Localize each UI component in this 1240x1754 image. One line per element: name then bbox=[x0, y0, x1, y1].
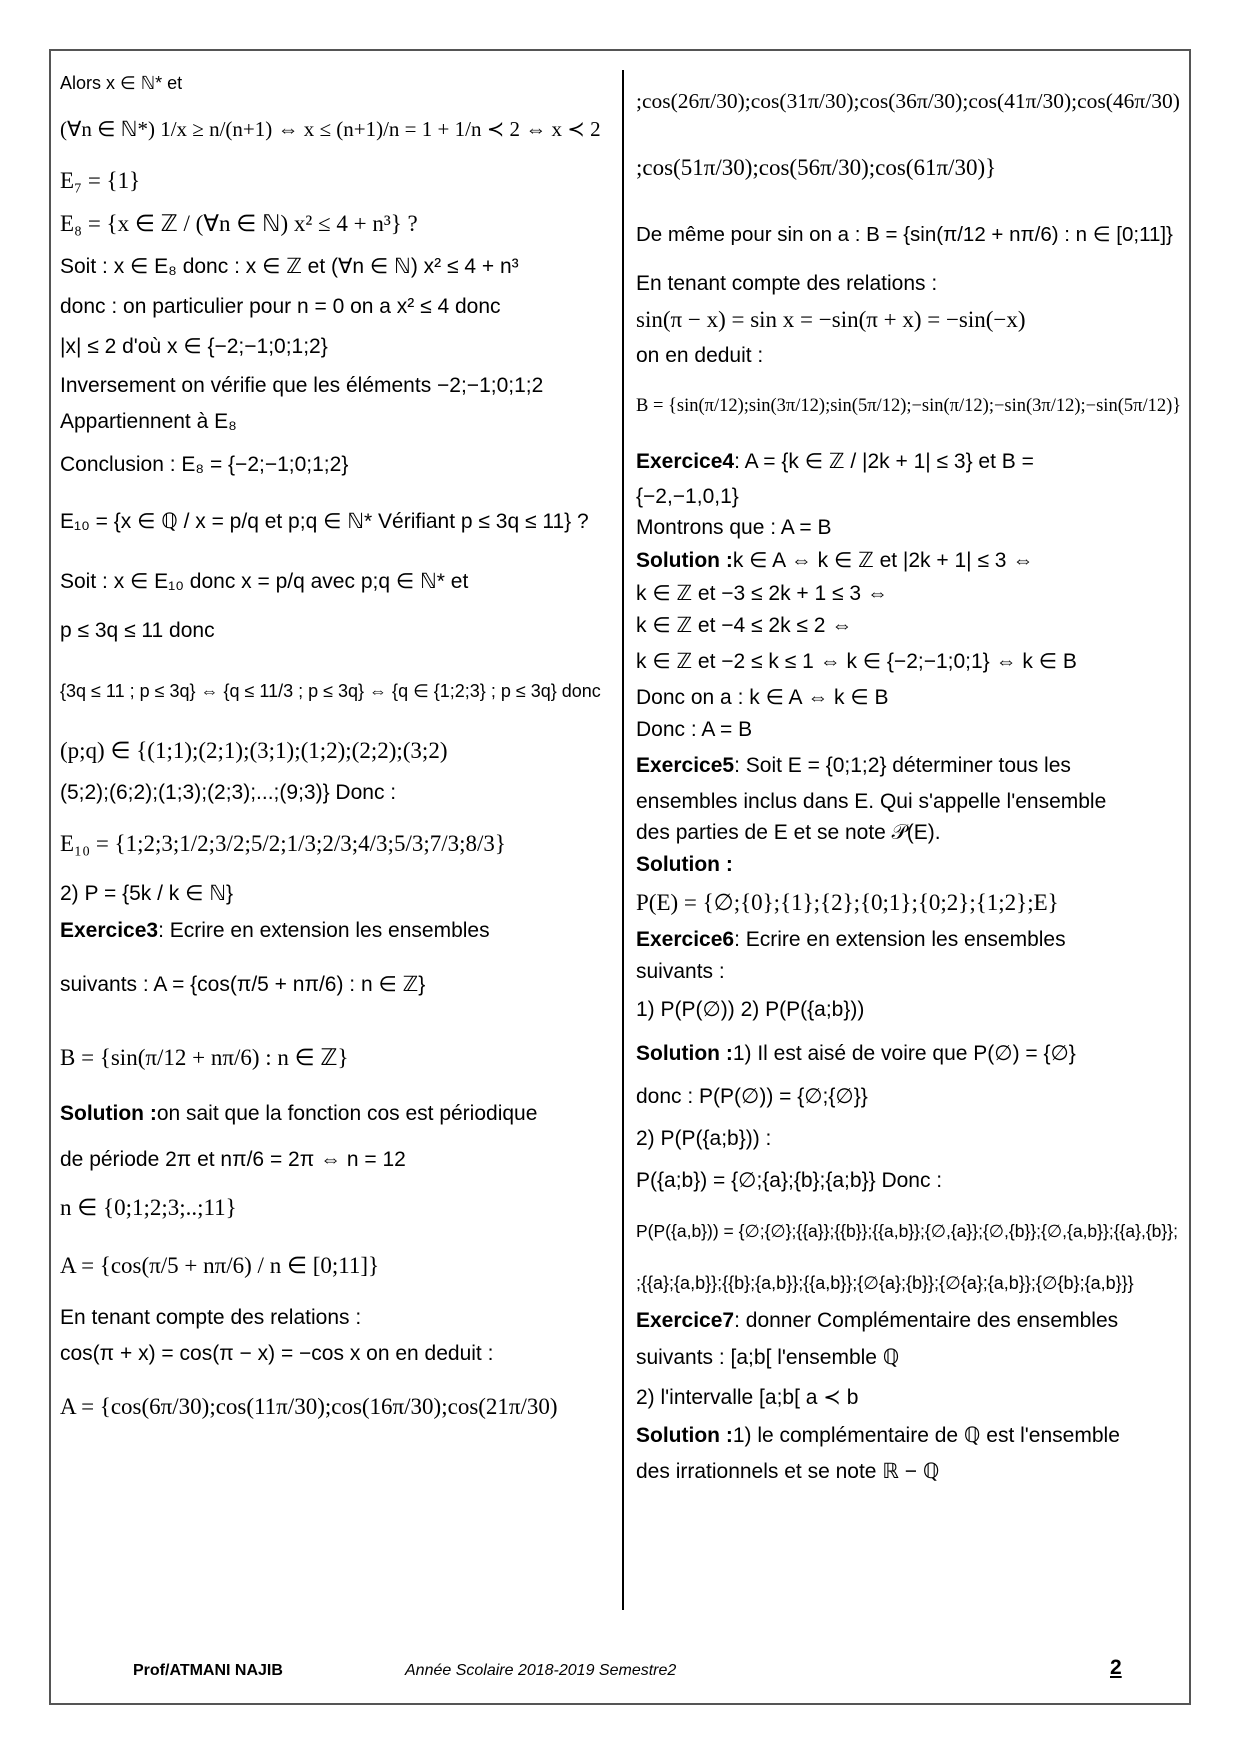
column-divider bbox=[622, 70, 624, 1610]
line-text: : Ecrire en extension les ensembles bbox=[734, 927, 1066, 951]
right-line: des irrationnels et se note ℝ − ℚ bbox=[636, 1459, 940, 1483]
heading-label: Exercice4 bbox=[636, 449, 735, 473]
left-line bbox=[60, 1094, 610, 1134]
left-line: E₇ = {1} bbox=[60, 167, 141, 193]
line-text: : donner Complémentaire des ensembles bbox=[734, 1308, 1119, 1332]
right-line: P(P({a,b})) = {∅;{∅};{{a}};{{b}};{{a,b}};{∅,{a}};{∅,{b}};{∅,{a,b}};{{a},{b}}; bbox=[636, 1221, 1178, 1242]
left-line: cos(π + x) = cos(π − x) = −cos x on en deduit : bbox=[60, 1341, 494, 1365]
left-line: (∀n ∈ ℕ*) 1/x ≥ n/(n+1) ⇔ x ≤ (n+1)/n = 1 + 1/n ≺ 2 ⇔ x ≺ 2 bbox=[60, 116, 601, 141]
left-line: donc : on particulier pour n = 0 on a x² ≤ 4 donc bbox=[60, 294, 501, 318]
right-line bbox=[636, 1418, 1181, 1454]
heading-label: Exercice6 bbox=[636, 927, 735, 951]
right-line: Donc : A = B bbox=[636, 717, 753, 741]
footer-school-year: Année Scolaire 2018-2019 Semestre2 bbox=[405, 1662, 677, 1679]
right-line: De même pour sin on a : B = {sin(π/12 + nπ/6) : n ∈ [0;11]} bbox=[636, 223, 1173, 247]
line-text: 1) le complémentaire de ℚ est l'ensemble bbox=[732, 1423, 1120, 1447]
heading-label: Solution : bbox=[636, 852, 733, 876]
right-column bbox=[636, 68, 1181, 1490]
page-number: 2 bbox=[1110, 1656, 1122, 1679]
line-text: on sait que la fonction cos est périodique bbox=[156, 1101, 538, 1125]
left-line bbox=[60, 914, 610, 948]
right-line: ;cos(51π/30);cos(56π/30);cos(61π/30)} bbox=[636, 154, 997, 180]
left-column bbox=[60, 68, 610, 1440]
right-line: 2) l'intervalle [a;b[ a ≺ b bbox=[636, 1385, 859, 1409]
heading-label: Exercice3 bbox=[60, 918, 159, 942]
left-line: p ≤ 3q ≤ 11 donc bbox=[60, 618, 215, 642]
right-line: 1) P(P(∅)) 2) P(P({a;b})) bbox=[636, 997, 865, 1021]
heading-label: Solution : bbox=[636, 548, 733, 572]
right-line: P(E) = {∅;{0};{1};{2};{0;1};{0;2};{1;2};E} bbox=[636, 889, 1059, 915]
right-line bbox=[636, 1304, 1181, 1338]
right-line bbox=[636, 848, 1181, 882]
right-line: k ∈ ℤ et −4 ≤ 2k ≤ 2 ⇔ bbox=[636, 613, 853, 637]
right-line: 2) P(P({a;b})) : bbox=[636, 1126, 772, 1150]
right-line: ensembles inclus dans E. Qui s'appelle l'ensemble bbox=[636, 789, 1107, 813]
left-line: A = {cos(6π/30);cos(11π/30);cos(16π/30);cos(21π/30) bbox=[60, 1393, 558, 1419]
right-line bbox=[636, 442, 1181, 482]
right-line: Montrons que : A = B bbox=[636, 515, 832, 539]
right-line: {−2,−1,0,1} bbox=[636, 484, 739, 508]
heading-label: Exercice5 bbox=[636, 753, 735, 777]
right-line: k ∈ ℤ et −2 ≤ k ≤ 1 ⇔ k ∈ {−2;−1;0;1} ⇔ k ∈ B bbox=[636, 649, 1077, 673]
left-line: (p;q) ∈ {(1;1);(2;1);(3;1);(1;2);(2;2);(3;2) bbox=[60, 737, 448, 763]
left-line: n ∈ {0;1;2;3;..;11} bbox=[60, 1194, 237, 1220]
line-text: k ∈ A ⇔ k ∈ ℤ et |2k + 1| ≤ 3 ⇔ bbox=[732, 548, 1034, 572]
footer-author: Prof/ATMANI NAJIB bbox=[133, 1662, 283, 1679]
left-line: 2) P = {5k / k ∈ ℕ} bbox=[60, 881, 234, 905]
left-line: |x| ≤ 2 d'où x ∈ {−2;−1;0;1;2} bbox=[60, 334, 328, 358]
right-line: k ∈ ℤ et −3 ≤ 2k + 1 ≤ 3 ⇔ bbox=[636, 581, 888, 605]
right-line: sin(π − x) = sin x = −sin(π + x) = −sin(−x) bbox=[636, 306, 1026, 332]
right-line: En tenant compte des relations : bbox=[636, 271, 938, 295]
heading-label: Solution : bbox=[636, 1423, 733, 1447]
line-text: : Ecrire en extension les ensembles bbox=[158, 918, 490, 942]
right-line: donc : P(P(∅)) = {∅;{∅}} bbox=[636, 1084, 868, 1108]
left-line: Soit : x ∈ E₁₀ donc x = p/q avec p;q ∈ ℕ* et bbox=[60, 569, 469, 593]
heading-label: Solution : bbox=[636, 1041, 733, 1065]
left-line: B = {sin(π/12 + nπ/6) : n ∈ ℤ} bbox=[60, 1044, 349, 1070]
left-line: En tenant compte des relations : bbox=[60, 1305, 362, 1329]
right-line bbox=[636, 746, 1181, 786]
right-line: ;{{a};{a,b}};{{b};{a,b}};{{a,b}};{∅{a};{b}};{∅{a};{a,b}};{∅{b};{a,b}}} bbox=[636, 1272, 1134, 1293]
left-line: suivants : A = {cos(π/5 + nπ/6) : n ∈ ℤ} bbox=[60, 972, 426, 996]
right-line: P({a;b}) = {∅;{a};{b};{a;b}} Donc : bbox=[636, 1168, 943, 1192]
heading-label: Solution : bbox=[60, 1101, 157, 1125]
right-line: des parties de E et se note 𝒫(E). bbox=[636, 820, 941, 844]
right-line: B = {sin(π/12);sin(3π/12);sin(5π/12);−sin(π/12);−sin(3π/12);−sin(5π/12)} bbox=[636, 396, 1182, 417]
line-text: 1) Il est aisé de voire que P(∅) = {∅} bbox=[732, 1041, 1076, 1065]
left-line: {3q ≤ 11 ; p ≤ 3q} ⇔ {q ≤ 11/3 ; p ≤ 3q} ⇔ {q ∈ {1;2;3} ; p ≤ 3q} donc bbox=[60, 680, 601, 701]
right-line: suivants : bbox=[636, 959, 725, 983]
right-line: Donc on a : k ∈ A ⇔ k ∈ B bbox=[636, 685, 889, 709]
left-line: E₁₀ = {x ∈ ℚ / x = p/q et p;q ∈ ℕ* Vérifiant p ≤ 3q ≤ 11} ? bbox=[60, 509, 589, 533]
right-line bbox=[636, 1032, 1181, 1076]
left-line: Inversement on vérifie que les éléments −2;−1;0;1;2 bbox=[60, 373, 544, 397]
left-line: de période 2π et nπ/6 = 2π ⇔ n = 12 bbox=[60, 1147, 406, 1171]
left-line: Soit : x ∈ E₈ donc : x ∈ ℤ et (∀n ∈ ℕ) x² ≤ 4 + n³ bbox=[60, 254, 519, 278]
left-line: E₈ = {x ∈ ℤ / (∀n ∈ ℕ) x² ≤ 4 + n³} ? bbox=[60, 210, 418, 236]
right-line: ;cos(26π/30);cos(31π/30);cos(36π/30);cos(41π/30);cos(46π/30) bbox=[636, 88, 1180, 113]
line-text: : Soit E = {0;1;2} déterminer tous les bbox=[734, 753, 1071, 777]
left-line: Conclusion : E₈ = {−2;−1;0;1;2} bbox=[60, 452, 349, 476]
left-line: E₁₀ = {1;2;3;1/2;3/2;5/2;1/3;2/3;4/3;5/3;7/3;8/3} bbox=[60, 830, 506, 856]
right-line bbox=[636, 924, 1181, 956]
left-line: Alors x ∈ ℕ* et bbox=[60, 72, 183, 93]
left-line: Appartiennent à E₈ bbox=[60, 409, 237, 433]
line-text: : A = {k ∈ ℤ / |2k + 1| ≤ 3} et B = bbox=[734, 449, 1034, 473]
left-line: A = {cos(π/5 + nπ/6) / n ∈ [0;11]} bbox=[60, 1252, 380, 1278]
right-line: suivants : [a;b[ l'ensemble ℚ bbox=[636, 1345, 900, 1369]
left-line: (5;2);(6;2);(1;3);(2;3);...;(9;3)} Donc : bbox=[60, 780, 397, 804]
right-line bbox=[636, 544, 1181, 578]
heading-label: Exercice7 bbox=[636, 1308, 735, 1332]
right-line: on en deduit : bbox=[636, 343, 764, 367]
